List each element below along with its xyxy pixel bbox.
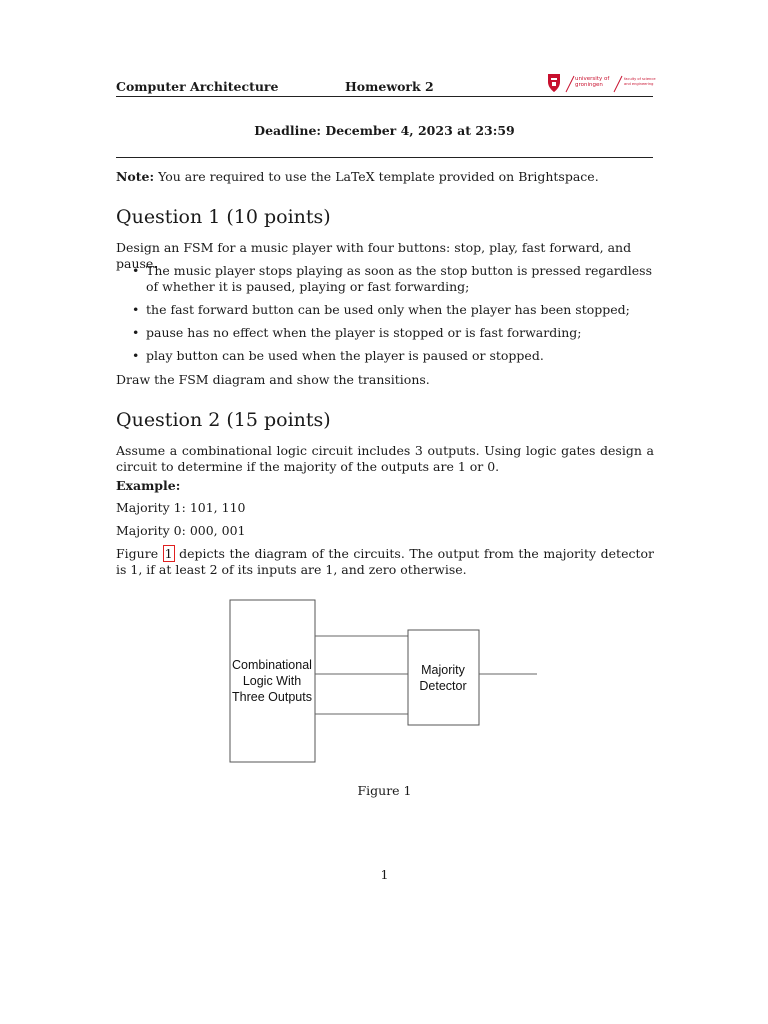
figure-description: [116, 546, 654, 578]
course-title: Computer Architecture: [116, 79, 279, 94]
circuit-diagram: [220, 592, 550, 772]
latex-logo: LaTeX: [335, 169, 375, 184]
assignment-title: Homework 2: [345, 79, 434, 94]
majority1-example: Majority 1: 101, 110: [116, 500, 246, 515]
logo-slash-icon: [612, 74, 624, 94]
page-number: 1: [380, 867, 389, 882]
list-item: • play button can be used when the player is paused or stopped.: [132, 348, 654, 364]
left-box-label-line1: Combinational: [232, 658, 312, 672]
university-crest-icon: [544, 72, 564, 94]
figure-text-after: depicts the diagram of the circuits. The output from the majority detector is 1, if at least 2 of its inputs are 1, and zero otherwise.: [116, 546, 654, 577]
note-paragraph: [116, 169, 656, 185]
list-item: • the fast forward button can be used only when the player has been stopped;: [132, 302, 654, 318]
logo-faculty-line2: and engineering: [624, 81, 654, 86]
logo-university-line2: groningen: [575, 82, 603, 88]
majority0-example: Majority 0: 000, 001: [116, 523, 246, 538]
q2-intro: Assume a combinational logic circuit includes 3 outputs. Using logic gates design a circuit to determine if the majority of the outputs are 1 or 0.: [116, 443, 654, 474]
figure-text-before: Figure: [116, 546, 163, 561]
logo-faculty-line1: faculty of science: [624, 77, 656, 81]
q1-bullet-list: [132, 263, 654, 371]
right-box-label-line1: Majority: [421, 663, 465, 677]
figure-reference-link[interactable]: 1: [164, 546, 173, 561]
note-label: Note:: [116, 169, 155, 184]
section-rule: [116, 157, 653, 158]
note-text-before: You are required to use the: [158, 169, 336, 184]
q1-intro: Design an FSM for a music player with four buttons: stop, play, fast forward, and pause.: [116, 240, 632, 271]
majority-detector-box: [408, 630, 479, 725]
right-box-label-line2: Detector: [419, 679, 467, 693]
example-label: Example:: [116, 478, 181, 493]
q1-heading: Question 1 (10 points): [116, 206, 331, 228]
note-text-after: template provided on Brightspace.: [374, 169, 599, 184]
left-box-label-line2: Logic With: [242, 674, 302, 688]
left-box-label-line3: Three Outputs: [232, 690, 312, 704]
logo-university-line1: university of: [575, 76, 610, 82]
university-logo: [544, 72, 656, 96]
q1-closing: Draw the FSM diagram and show the transitions.: [116, 372, 430, 387]
deadline: Deadline: December 4, 2023 at 23:59: [254, 123, 515, 138]
q2-heading: Question 2 (15 points): [116, 409, 331, 431]
figure-caption: Figure 1: [357, 783, 412, 798]
header-rule: [116, 96, 653, 97]
list-item: • The music player stops playing as soon as the stop button is pressed regardless of whether it is paused, playing or fast forwarding;: [132, 263, 654, 295]
list-item: • pause has no effect when the player is stopped or is fast forwarding;: [132, 325, 654, 341]
